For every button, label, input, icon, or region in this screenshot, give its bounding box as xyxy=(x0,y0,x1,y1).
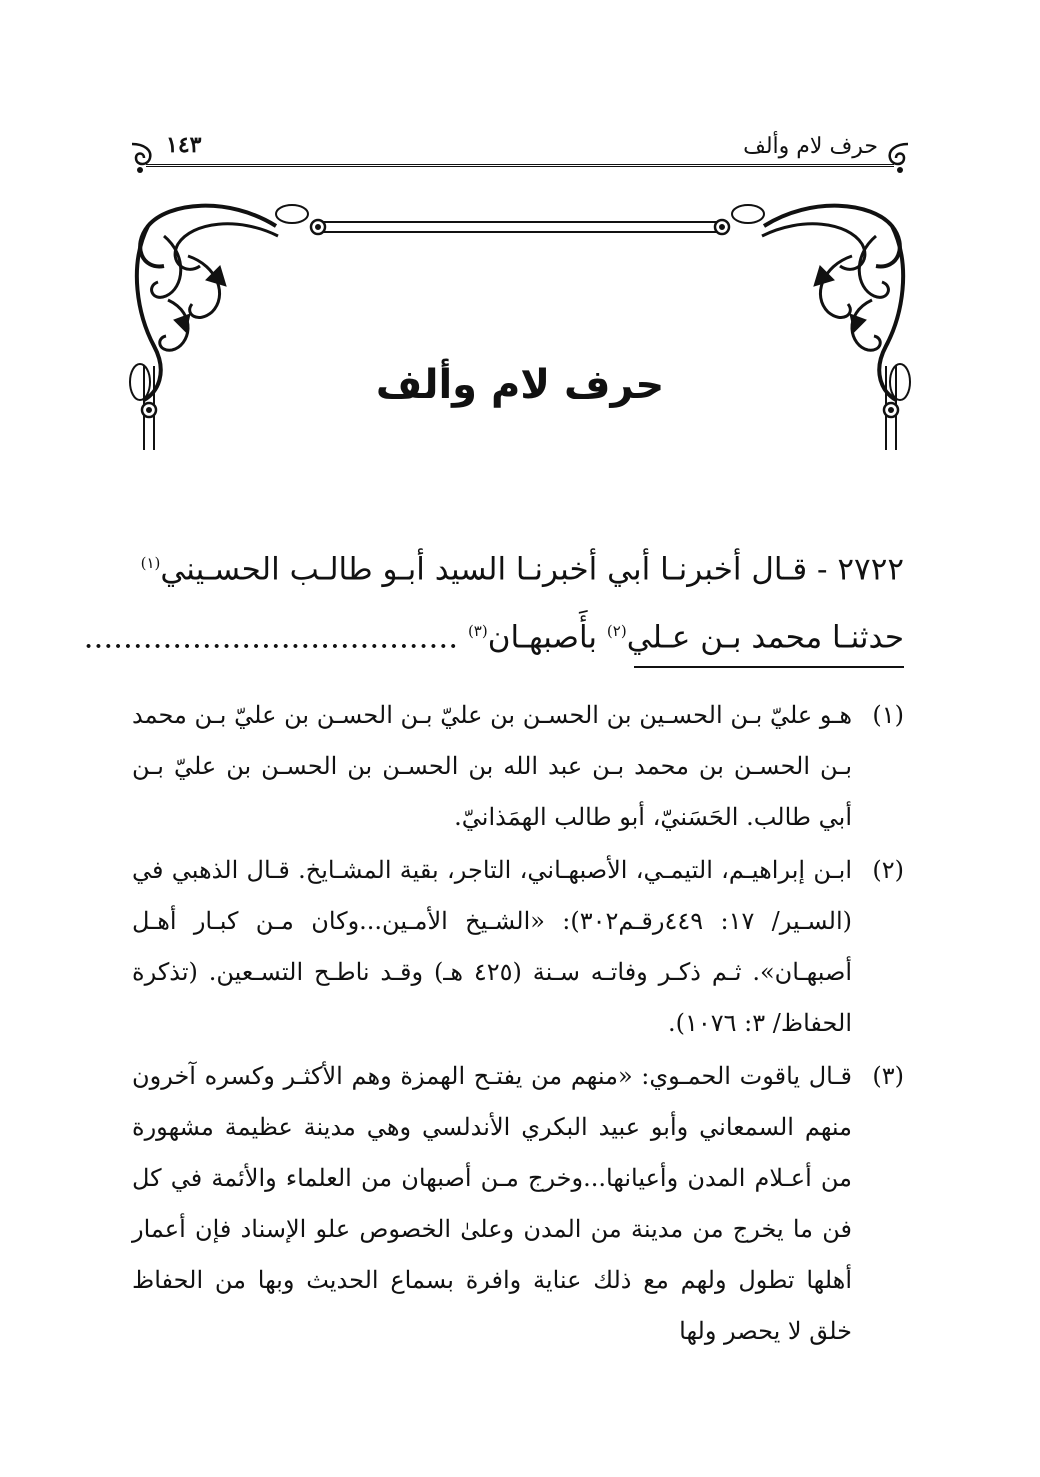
page-number: ١٤٣ xyxy=(166,132,202,158)
running-header xyxy=(128,128,912,178)
footnote-3 xyxy=(132,1051,904,1357)
footnote-text: هـو عليّ بـن الحسـين بن الحسـن بن عليّ بـن الحسـن بن عليّ بـن محمد بـن الحسـن بن محمد بـن عبد الله بن الحسـن بن الحسـن بن عليّ بـن أبي طالب. الحَسَنيّ، أبو طالب الهمَذانيّ. xyxy=(132,701,852,831)
frame-ornament-icon xyxy=(128,196,912,456)
footnote-ref-3: (٣) xyxy=(467,622,488,641)
header-rule xyxy=(146,164,894,170)
hadith-line-2 xyxy=(83,600,904,668)
footnote-separator xyxy=(634,666,904,668)
footnotes xyxy=(132,690,904,1359)
footnote-1 xyxy=(132,690,904,843)
footnote-text: قـال ياقوت الحمـوي: «منهم من يفتـح الهمزة وهم الأكثـر وكسره آخرون منهم السمعاني وأبو عبيد البكري الأندلسي وهي مدينة عظيمة مشهورة من أعـلام المدن وأعيانها...وخرج مـن أصبهان من العلماء والأئمة في كل فن ما يخرج من مدينة من المدن وعلىٰ الخصوص علو الإسناد فإن أعمار أهلها تطول ولهم مع ذلك عناية وافرة بسماع الحديث وبها من الحفاظ خلق لا يحصر ولها xyxy=(132,1062,852,1345)
hadith-line-2-text-b: بأَصبهـان xyxy=(487,619,607,656)
footnote-2 xyxy=(132,845,904,1049)
hadith-text xyxy=(83,532,904,669)
footnote-number: (١) xyxy=(872,701,904,729)
hadith-line-1 xyxy=(134,532,904,600)
footnote-ref-1: (١) xyxy=(140,554,161,572)
header-ornament-right-icon xyxy=(878,140,912,176)
hadith-line-2-text-a: حدثنـا محمد بـن عـلي xyxy=(626,619,904,656)
footnote-ref-2: (٢) xyxy=(606,622,627,641)
hadith-ellipsis: ...................................... xyxy=(83,619,468,656)
running-header-title: حرف لام وألف xyxy=(743,134,878,159)
footnote-number: (٣) xyxy=(872,1062,904,1090)
footnote-text: ابـن إبراهيـم، التيمـي، الأصبهـاني، التاجر، بقية المشـايخ. قـال الذهبي في (السـير/ ١٧: ٤٤٩رقـم٣٠٢): «الشـيخ الأمـين...وكان مـن كبـار أهـل أصبهـان». ثـم ذكـر وفاتـه سـنة (٤٢٥ هـ) وقـد ناطـح التسـعين. (تذكرة الحفاظ/ ٣: ١٠٧٦). xyxy=(132,856,853,1037)
chapter-title: حرف لام وألف xyxy=(375,362,665,408)
chapter-frame xyxy=(128,196,912,456)
footnote-number: (٢) xyxy=(872,856,904,884)
header-ornament-left-icon xyxy=(128,140,162,176)
hadith-line-1-text: ٢٧٢٢ - قـال أخبرنـا أبي أخبرنـا السيد أبـو طالـب الحسـيني xyxy=(160,551,904,588)
